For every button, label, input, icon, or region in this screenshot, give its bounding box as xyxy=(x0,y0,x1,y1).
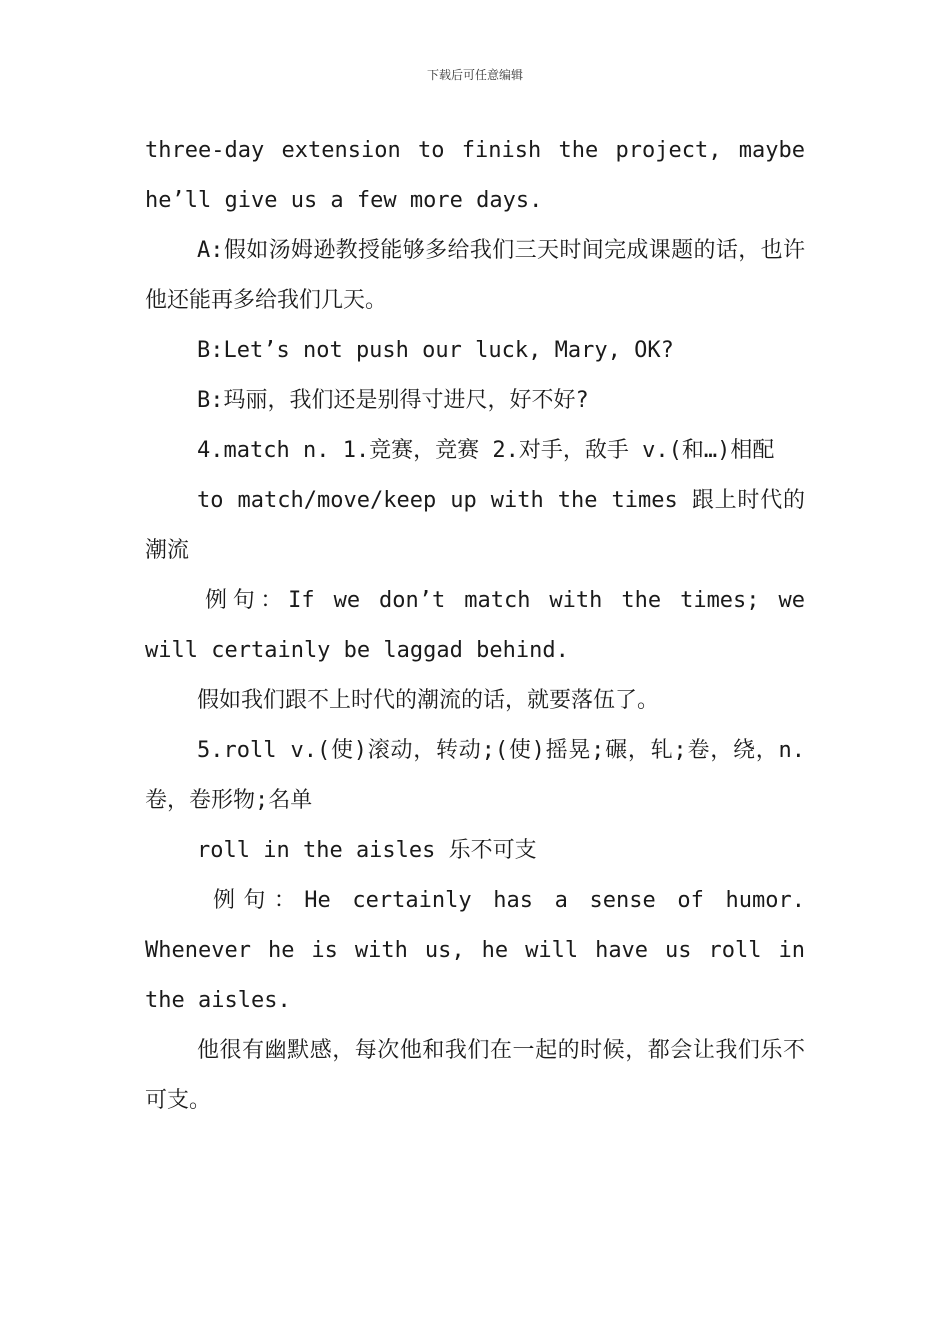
paragraph-10: roll in the aisles 乐不可支 xyxy=(197,838,537,863)
paragraph-11-example: 例句：He certainly has a sense of humor. Whenever he is with us, he will have us roll in the aisles. xyxy=(145,888,805,1013)
paragraph-9: 5.roll v.(使)滚动，转动;(使)摇晃;碾，轧;卷，绕，n. 卷，卷形物;名单 xyxy=(145,738,805,813)
paragraph-4: B:玛丽，我们还是别得寸进尺，好不好? xyxy=(197,388,589,413)
paragraph-5: 4.match n. 1.竞赛，竞赛 2.对手，敌手 v.(和…)相配 xyxy=(197,438,775,463)
paragraph-6: to match/move/keep up with the times 跟上时代的潮流 xyxy=(145,488,805,563)
paragraph-1: three-day extension to finish the project, maybe he’ll give us a few more days. xyxy=(145,138,805,213)
paragraph-3: B:Let’s not push our luck, Mary, OK? xyxy=(197,338,674,363)
paragraph-12: 他很有幽默感，每次他和我们在一起的时候，都会让我们乐不可支。 xyxy=(145,1038,805,1113)
page-header-note: 下载后可任意编辑 xyxy=(426,68,523,82)
paragraph-8: 假如我们跟不上时代的潮流的话，就要落伍了。 xyxy=(197,688,660,713)
paragraph-7-example: 例句：If we don’t match with the times; we will certainly be laggad behind. xyxy=(145,588,805,663)
paragraph-2: A:假如汤姆逊教授能够多给我们三天时间完成课题的话，也许他还能再多给我们几天。 xyxy=(145,238,805,313)
document-body xyxy=(145,126,805,1126)
